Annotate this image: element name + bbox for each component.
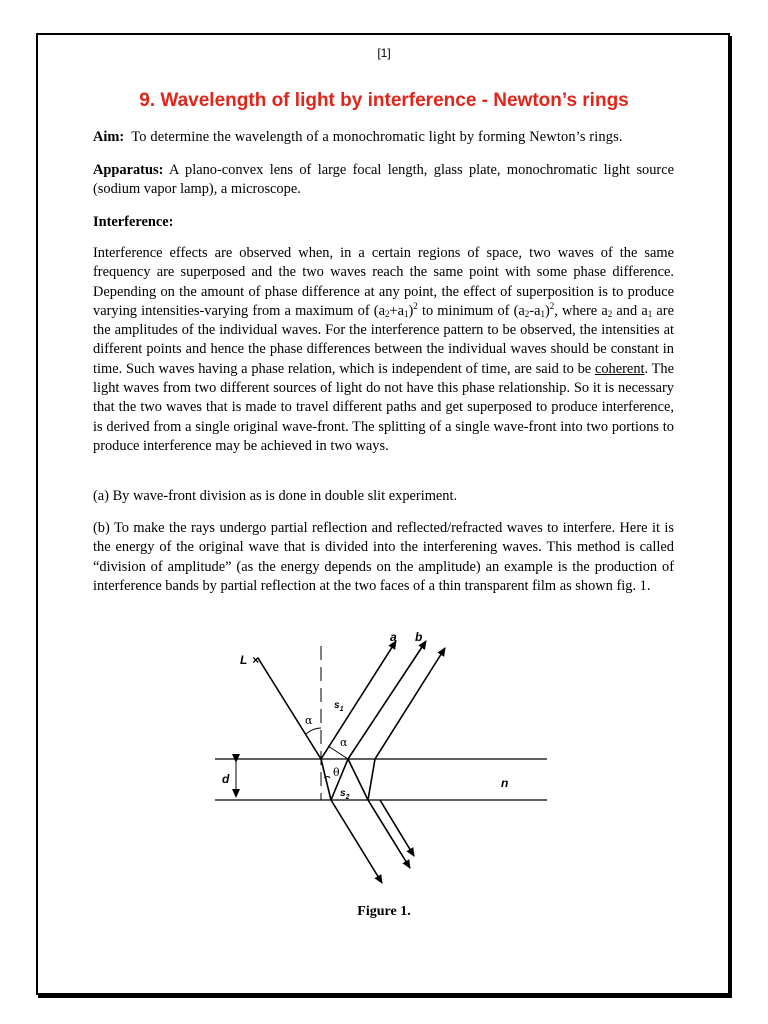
para-text: and a (612, 302, 648, 319)
internal-ray-down (348, 759, 368, 800)
aim-text: To determine the wavelength of a monochromatic light by forming Newton’s rings. (131, 129, 623, 145)
option-b-paragraph (93, 519, 674, 596)
page-number: [1] (377, 46, 391, 60)
para-text: ) (408, 302, 414, 319)
label-L: L (240, 653, 248, 667)
label-d: d (222, 772, 230, 786)
angle-arc (306, 728, 321, 734)
para-text: to minimum of (a (417, 302, 525, 319)
subscript: 1 (647, 308, 653, 319)
apparatus-label: Apparatus: (93, 162, 164, 178)
para-quote: “division of amplitude” (as the energy depends on the amplitude) (93, 558, 481, 575)
para-text: , where a (554, 302, 608, 319)
para-text: -a (529, 302, 541, 319)
superscript: 2 (549, 300, 555, 311)
para-text: are the amplitudes of the individual waves. For the interference pattern to be observed, the intensities at different points and hence the phase differences between the individual waves should be constant in time. Such waves having a phase relation, which is independent of time, are said to be (93, 302, 674, 377)
option-a-paragraph: (a) By wave-front division as is done in double slit experiment. (93, 488, 458, 504)
para-text: Interference effects are observed when, in a certain regions of space, two waves of the same frequency are superposed and the two waves reach the same point with some phase difference. Depending on the amount of phase difference at any point, the effect of superposition is to produce varying intensities-varying from a maximum of (a (93, 245, 674, 319)
subscript: 1 (403, 308, 409, 319)
label-a: a (390, 630, 397, 644)
interference-paragraph (93, 244, 674, 456)
refracted-ray-down (321, 759, 331, 800)
page-title: 9. Wavelength of light by interference - Newton’s rings (139, 90, 629, 111)
point-x-icon: × (252, 653, 260, 667)
apparatus-section (93, 161, 674, 200)
incident-ray (258, 658, 321, 759)
label-n: n (501, 776, 509, 790)
interference-heading: Interference: (93, 214, 174, 230)
label-alpha-1: α (305, 714, 313, 727)
label-b: b (415, 630, 423, 644)
label-s1: $s_1$ (334, 700, 344, 713)
para-text: ) (544, 302, 550, 319)
para-text: . The light waves from two different sources of light do not have this phase relationship. So it is necessary that the two waves that is made to travel different paths and get superposed to produce interference, is derived from a single original wave-front. The splitting of a single wave-front into two portions to produce interference may be achieved in two ways. (93, 360, 675, 454)
aim-section (93, 128, 674, 147)
internal-ray-up-2 (368, 759, 375, 800)
para-text: (b) To make the rays undergo partial reflection and reflected/refracted waves to interfere. Here it is the energy of the original wave that is divided into the interferening waves. This method is called (93, 520, 674, 556)
para-text: an example is the production of interference bands by partial reflection at the two faces of a thin transparent film as shown fig. 1. (93, 558, 674, 594)
subscript: 2 (384, 308, 390, 319)
figure-caption: Figure 1. (357, 904, 411, 919)
subscript: 2 (524, 308, 530, 319)
label-alpha-2: α (340, 736, 348, 749)
coherent-term: coherent (594, 360, 645, 377)
aim-label: Aim: (93, 129, 125, 145)
transmitted-ray-1 (331, 800, 382, 883)
transmitted-ray-2 (368, 800, 410, 868)
para-text: +a (389, 302, 404, 319)
superscript: 2 (413, 300, 418, 311)
thin-film-diagram (200, 628, 570, 898)
subscript: 2 (607, 308, 613, 319)
label-theta: θ (333, 766, 340, 779)
reflected-ray-a (321, 641, 396, 759)
label-s2: $s_2$ (340, 788, 350, 801)
subscript: 1 (540, 308, 545, 319)
apparatus-text: A plano-convex lens of large focal length, glass plate, monochromatic light source (sodium vapor lamp), a microscope. (93, 162, 674, 198)
